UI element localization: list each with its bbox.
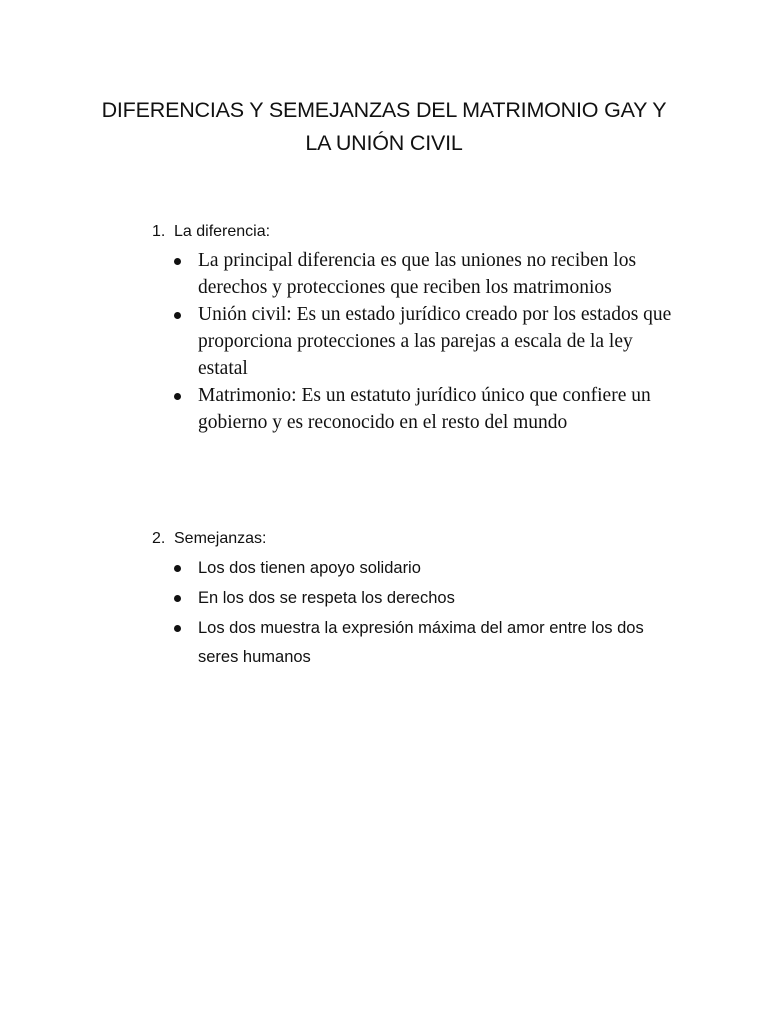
list-item-text: Matrimonio: Es un estatuto jurídico único que confiere un gobierno y es reconocido en el resto del mundo — [198, 385, 651, 433]
section-similarities — [152, 527, 672, 673]
list-item-text: La principal diferencia es que las uniones no reciben los derechos y protecciones que reciben los matrimonios — [198, 250, 637, 298]
section-differences — [152, 220, 672, 436]
list-item-text: En los dos se respeta los derechos — [198, 589, 455, 607]
bullet-icon — [174, 565, 181, 572]
section-heading — [152, 527, 672, 551]
list-item — [152, 614, 648, 672]
bullet-icon — [174, 312, 181, 319]
list-item-text: Unión civil: Es un estado jurídico creado por los estados que proporciona protecciones a las parejas a escala de la ley estatal — [198, 304, 672, 379]
title-line-1: DIFERENCIAS Y SEMEJANZAS DEL MATRIMONIO GAY Y — [101, 98, 667, 122]
differences-list — [152, 247, 672, 436]
bullet-icon — [174, 625, 181, 632]
bullet-icon — [174, 595, 181, 602]
list-item — [152, 247, 673, 301]
document-title — [60, 94, 708, 160]
list-item — [152, 301, 673, 382]
title-line-2: LA UNIÓN CIVIL — [305, 131, 463, 155]
section-number: 2. — [152, 530, 166, 547]
section-number: 1. — [152, 223, 166, 240]
list-item — [152, 554, 648, 583]
section-heading-label: La diferencia: — [174, 223, 271, 240]
bullet-icon — [174, 258, 181, 265]
section-heading — [152, 220, 672, 244]
list-item-text: Los dos tienen apoyo solidario — [198, 559, 421, 577]
list-item-text: Los dos muestra la expresión máxima del amor entre los dos seres humanos — [198, 619, 644, 666]
list-item — [152, 382, 673, 436]
similarities-list — [152, 554, 672, 672]
list-item — [152, 584, 648, 613]
section-heading-label: Semejanzas: — [174, 530, 267, 547]
bullet-icon — [174, 393, 181, 400]
